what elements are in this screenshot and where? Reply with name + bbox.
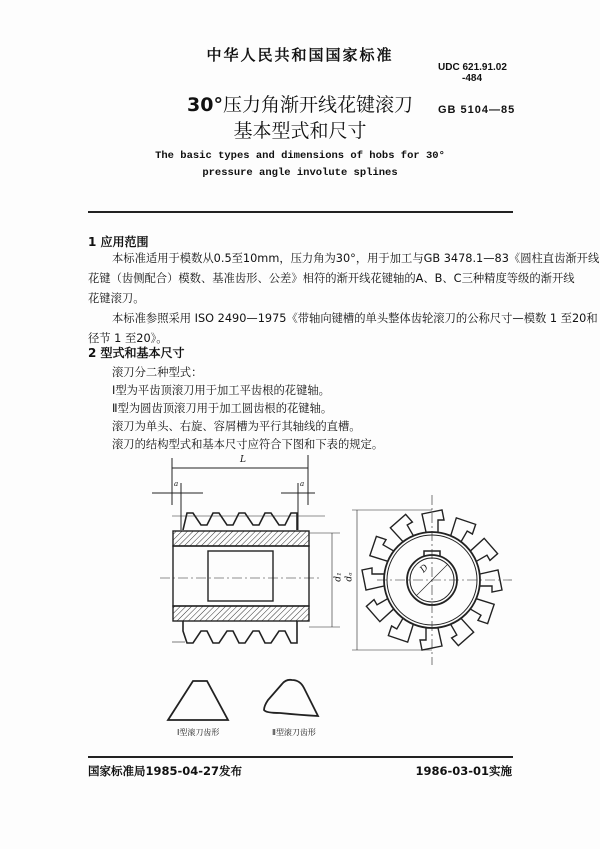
effective-date: 1986-03-01实施	[415, 764, 512, 778]
dimension-label-a-right: a	[300, 480, 305, 488]
english-title-line2: pressure angle involute splines	[202, 167, 398, 179]
hob-side-view	[152, 455, 340, 643]
national-standard-heading: 中华人民共和国国家标准	[206, 46, 394, 64]
section1-line: 花键（齿侧配合）模数、基准齿形、公差》相符的渐开线花键轴的A、B、C三种精度等级的渐开线	[88, 272, 575, 285]
title-prefix: 30°	[187, 94, 223, 116]
issue-date: 国家标准局1985-04-27发布	[88, 764, 243, 778]
standard-number: GB 5104—85	[438, 104, 516, 116]
section2-line: 滚刀为单头、右旋、容屑槽为平行其轴线的直槽。	[112, 420, 361, 433]
type1-tooth-profile	[168, 681, 228, 720]
section1-line: 径节 1 至20》。	[88, 332, 168, 345]
caption-type1-profile: Ⅰ型滚刀齿形	[177, 728, 220, 737]
hob-end-view	[352, 495, 512, 665]
section1-line: 花键滚刀。	[88, 292, 145, 305]
section1-heading: 1 应用范围	[88, 235, 149, 249]
section1-line: 本标准参照采用 ISO 2490—1975《带轴向键槽的单头整体齿轮滚刀的公称尺寸—模数 1 至20和	[112, 312, 598, 325]
udc-code-suffix: -484	[462, 73, 483, 84]
dimension-label-L: L	[240, 455, 246, 465]
document-subtitle: 基本型式和尺寸	[233, 120, 367, 142]
dimension-label-da: dₐ	[344, 572, 355, 582]
footer-divider	[88, 756, 513, 758]
section2-line: 滚刀分二种型式：	[112, 366, 203, 379]
caption-type2-profile: Ⅱ型滚刀齿形	[272, 728, 316, 737]
section1-line: 本标准适用于模数从0.5至10mm，压力角为30°，用于加工与GB 3478.1—83《圆柱直齿渐开线	[112, 252, 600, 265]
udc-code: UDC 621.91.02	[438, 62, 507, 73]
dimension-label-a-left: a	[174, 480, 179, 488]
section2-heading: 2 型式和基本尺寸	[88, 346, 185, 360]
type2-tooth-profile	[264, 680, 318, 716]
title-line1: 压力角渐开线花键滚刀	[222, 94, 413, 116]
section2-line: 滚刀的结构型式和基本尺寸应符合下图和下表的规定。	[112, 438, 384, 451]
section2-line: Ⅱ型为圆齿顶滚刀用于加工圆齿根的花键轴。	[112, 402, 333, 415]
dimension-label-D: D	[418, 562, 431, 576]
dimension-label-d1: d₁	[333, 572, 344, 582]
english-title-line1: The basic types and dimensions of hobs for 30°	[155, 150, 445, 162]
section2-line: Ⅰ型为平齿顶滚刀用于加工平齿根的花键轴。	[112, 384, 330, 397]
